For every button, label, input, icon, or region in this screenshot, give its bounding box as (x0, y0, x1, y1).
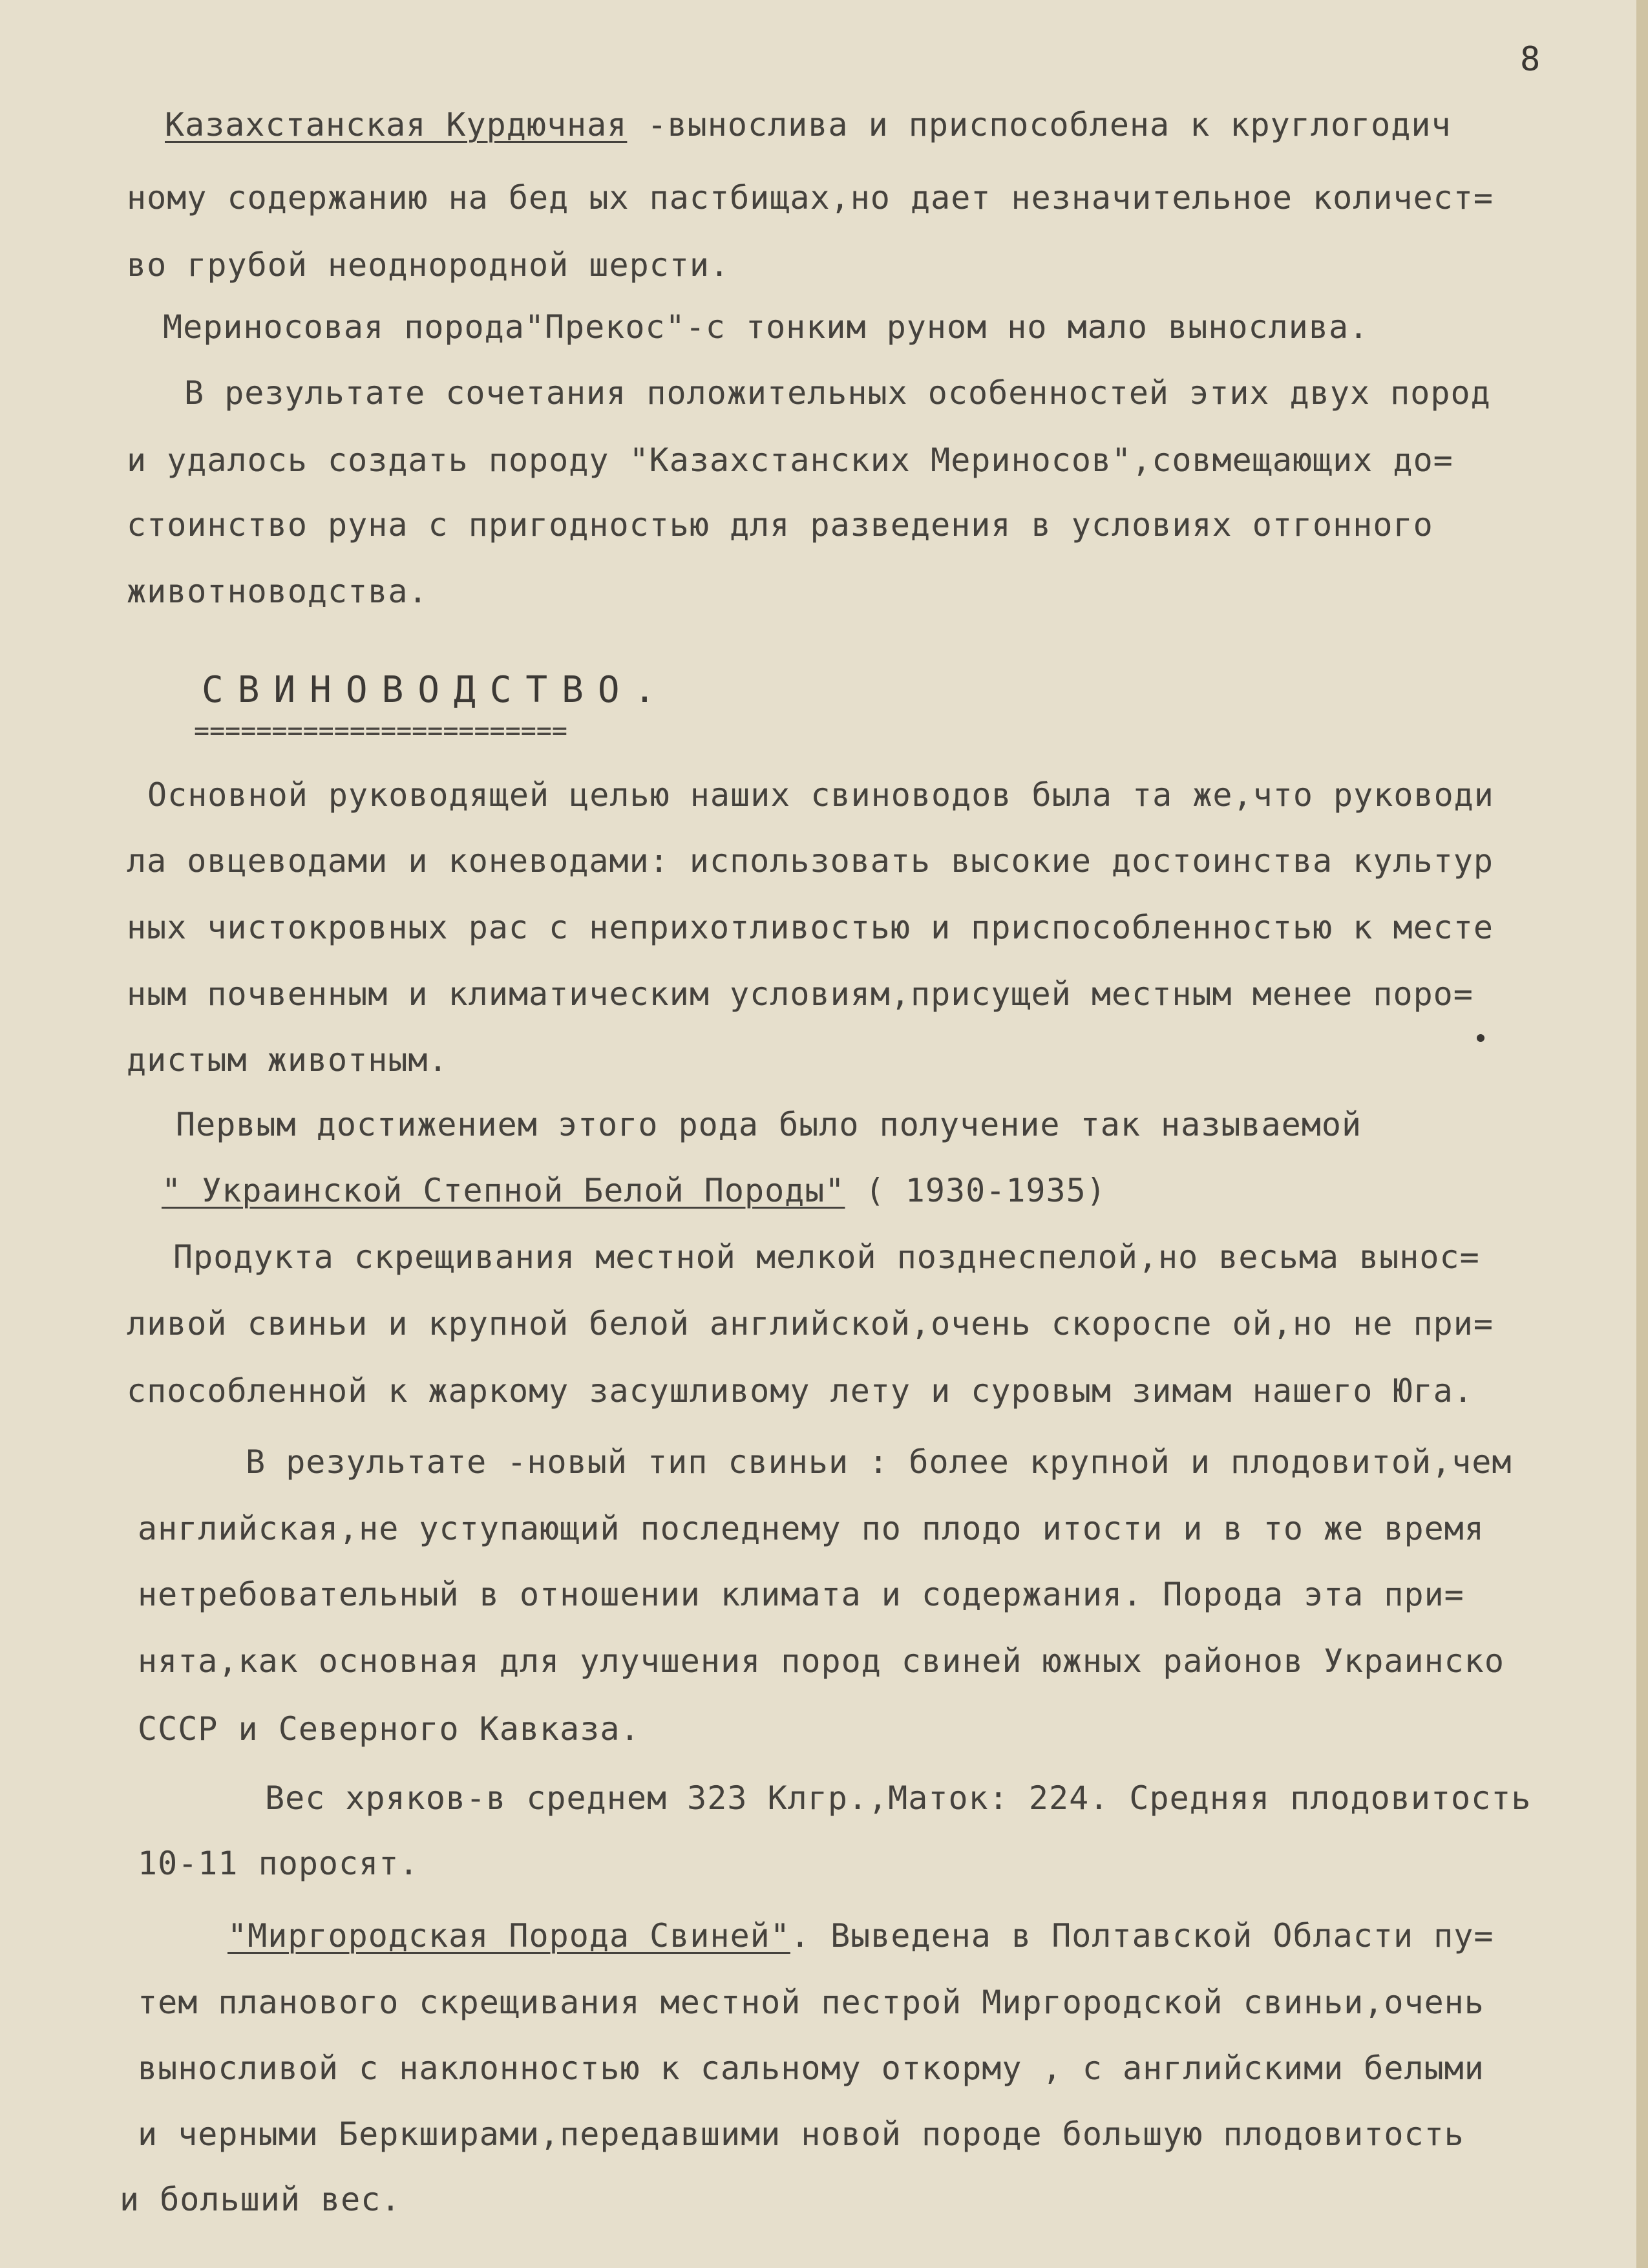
line-text: -вынослива и приспособлена к круглогодич (627, 106, 1452, 143)
paragraph-line: нята,как основная для улучшения пород свиней южных районов Украинско (138, 1642, 1505, 1680)
paragraph-line: тем планового скрещивания местной пестрой Миргородской свиньи,очень (138, 1984, 1484, 2021)
paragraph-line (227, 1916, 1494, 1955)
paragraph-line: ла овцеводами и коневодами: использовать высокие достоинства культур (127, 842, 1494, 880)
paragraph-line: ному содержанию на бед ых пастбищах,но дает незначительное количест= (127, 179, 1494, 217)
section-heading: СВИНОВОДСТВО. (202, 669, 670, 711)
line-text: ( 1930-1935) (845, 1172, 1106, 1209)
paragraph-line: В результате -новый тип свиньи : более крупной и плодовитой,чем (246, 1443, 1512, 1481)
paragraph-line: 10-11 поросят. (138, 1845, 419, 1882)
paragraph-line: и больший вес. (120, 2181, 401, 2218)
paragraph-line: дистым животным. (127, 1041, 449, 1079)
paragraph-line: ным почвенным и климатическим условиям,присущей местным менее поро= (127, 975, 1474, 1013)
paragraph-line: способленной к жаркому засушливому лету и суровым зимам нашего Юга. (127, 1372, 1474, 1410)
paragraph-line: выносливой с наклонностью к сальному откорму , с английскими белыми (138, 2050, 1484, 2087)
heading-rule: ======================== (194, 716, 567, 746)
paragraph-line: во грубой неоднородной шерсти. (127, 246, 730, 284)
paragraph-line: ливой свиньи и крупной белой английской,очень скороспе ой,но не при= (127, 1305, 1494, 1342)
paragraph-line: Продукта скрещивания местной мелкой позднеспелой,но весьма вынос= (173, 1238, 1480, 1276)
breed-name: " Украинской Степной Белой Породы" (162, 1172, 845, 1209)
paragraph-line: Вес хряков-в среднем 323 Клгр.,Маток: 224. Средняя плодовитость (265, 1779, 1532, 1817)
paragraph-line: Первым достижением этого рода было получение так называемой (176, 1106, 1362, 1143)
paragraph-line: Мериносовая порода"Прекос"-с тонким руном но мало вынослива. (163, 308, 1369, 346)
line-text: . Выведена в Полтавской Области пу= (790, 1917, 1494, 1955)
paragraph-line (165, 105, 1452, 144)
paragraph-line: стоинство руна с пригодностью для разведения в условиях отгонного (127, 506, 1433, 544)
paragraph-line: животноводства. (127, 573, 428, 610)
paragraph-line: английская,не уступающий последнему по плодо итости и в то же время (138, 1510, 1484, 1547)
page-number: 8 (1520, 40, 1541, 79)
ink-dot (1477, 1034, 1484, 1042)
paragraph-line: Основной руководящей целью наших свиноводов была та же,что руководи (147, 776, 1494, 814)
paragraph-line: В результате сочетания положительных особенностей этих двух пород (184, 374, 1491, 412)
paragraph-line: и черными Беркширами,передавшими новой породе большую плодовитость (138, 2115, 1464, 2153)
breed-name: "Миргородская Порода Свиней" (227, 1917, 790, 1955)
paragraph-line: и удалось создать породу "Казахстанских Мериносов",совмещающих до= (127, 441, 1453, 479)
paragraph-line: СССР и Северного Кавказа. (138, 1710, 640, 1748)
paragraph-line: нетребовательный в отношении климата и содержания. Порода эта при= (138, 1576, 1464, 1613)
paragraph-line (162, 1171, 1106, 1210)
paragraph-line: ных чистокровных рас с неприхотливостью и приспособленностью к месте (127, 909, 1494, 946)
breed-name: Казахстанская Курдючная (165, 106, 628, 143)
